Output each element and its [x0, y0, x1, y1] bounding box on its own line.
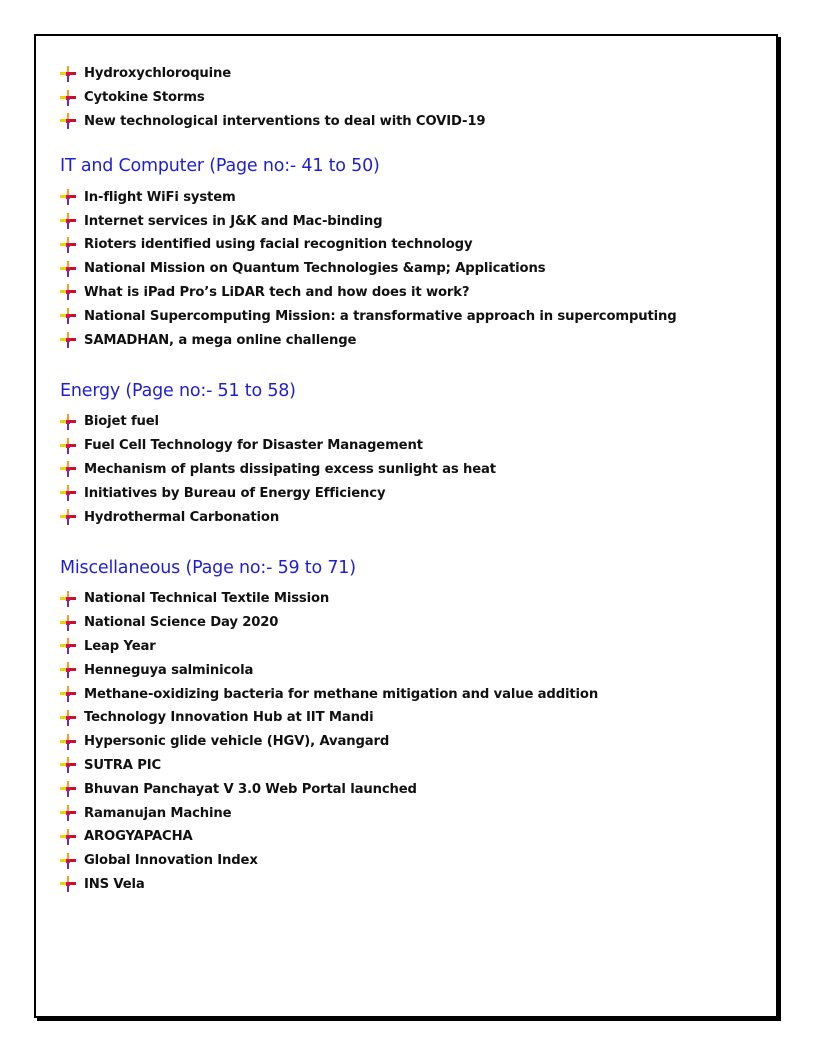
- list-item: [60, 635, 720, 659]
- list-item: [60, 682, 720, 706]
- list-item: [60, 825, 720, 849]
- section-list: [60, 587, 720, 896]
- list-item: [60, 587, 720, 611]
- list-item-text: Hydrothermal Carbonation: [84, 509, 280, 525]
- document-content: [60, 62, 720, 896]
- spacer: [60, 133, 720, 151]
- four-point-bullet-icon: [60, 876, 76, 892]
- section-it-computer: [60, 151, 720, 352]
- list-item: [60, 434, 720, 458]
- four-point-bullet-icon: [60, 461, 76, 477]
- section-energy: [60, 376, 720, 529]
- list-item-text: Methane-oxidizing bacteria for methane mitigation and value addition: [84, 686, 599, 702]
- four-point-bullet-icon: [60, 638, 76, 654]
- list-item-text: Henneguya salminicola: [84, 662, 254, 678]
- section-heading: Miscellaneous (Page no:- 59 to 71): [60, 557, 356, 578]
- list-item: [60, 505, 720, 529]
- list-item: [60, 777, 720, 801]
- list-item: [60, 233, 720, 257]
- section-list: [60, 185, 720, 352]
- spacer: [60, 352, 720, 376]
- list-item: [60, 658, 720, 682]
- list-item-text: New technological interventions to deal with COVID-19: [84, 113, 486, 129]
- list-item: [60, 458, 720, 482]
- four-point-bullet-icon: [60, 332, 76, 348]
- section-heading: IT and Computer (Page no:- 41 to 50): [60, 156, 380, 177]
- four-point-bullet-icon: [60, 686, 76, 702]
- list-item-text: Biojet fuel: [84, 414, 159, 430]
- list-item-text: Bhuvan Panchayat V 3.0 Web Portal launched: [84, 781, 417, 797]
- four-point-bullet-icon: [60, 805, 76, 821]
- list-item-text: SUTRA PIC: [84, 757, 162, 773]
- list-item-text: Rioters identified using facial recognition technology: [84, 237, 473, 253]
- list-item-text: SAMADHAN, a mega online challenge: [84, 332, 357, 348]
- list-item: [60, 706, 720, 730]
- list-item-text: National Science Day 2020: [84, 615, 279, 631]
- list-item-text: INS Vela: [84, 876, 145, 892]
- list-item: [60, 62, 720, 86]
- list-item: [60, 611, 720, 635]
- spacer: [60, 529, 720, 553]
- four-point-bullet-icon: [60, 308, 76, 324]
- list-item-text: Hydroxychloroquine: [84, 66, 232, 82]
- four-point-bullet-icon: [60, 261, 76, 277]
- four-point-bullet-icon: [60, 66, 76, 82]
- four-point-bullet-icon: [60, 213, 76, 229]
- list-item-text: Internet services in J&K and Mac-binding: [84, 213, 383, 229]
- four-point-bullet-icon: [60, 710, 76, 726]
- list-item: [60, 410, 720, 434]
- list-item: [60, 304, 720, 328]
- list-item-text: Global Innovation Index: [84, 853, 258, 869]
- list-item-text: National Technical Textile Mission: [84, 591, 330, 607]
- list-item: [60, 281, 720, 305]
- list-item-text: Technology Innovation Hub at IIT Mandi: [84, 710, 374, 726]
- list-item: [60, 209, 720, 233]
- four-point-bullet-icon: [60, 591, 76, 607]
- four-point-bullet-icon: [60, 189, 76, 205]
- four-point-bullet-icon: [60, 509, 76, 525]
- list-item: [60, 257, 720, 281]
- four-point-bullet-icon: [60, 438, 76, 454]
- four-point-bullet-icon: [60, 757, 76, 773]
- list-item-text: Leap Year: [84, 638, 156, 654]
- list-item: [60, 801, 720, 825]
- list-item: [60, 730, 720, 754]
- list-item-text: Ramanujan Machine: [84, 805, 232, 821]
- list-item-text: Cytokine Storms: [84, 90, 205, 106]
- list-item: [60, 754, 720, 778]
- four-point-bullet-icon: [60, 615, 76, 631]
- list-item: [60, 873, 720, 897]
- four-point-bullet-icon: [60, 113, 76, 129]
- list-item-text: Hypersonic glide vehicle (HGV), Avangard: [84, 734, 390, 750]
- list-item-text: Initiatives by Bureau of Energy Efficiency: [84, 485, 386, 501]
- list-item-text: AROGYAPACHA: [84, 829, 193, 845]
- list-item: [60, 849, 720, 873]
- section-miscellaneous: [60, 553, 720, 896]
- four-point-bullet-icon: [60, 662, 76, 678]
- four-point-bullet-icon: [60, 90, 76, 106]
- list-item-text: What is iPad Pro’s LiDAR tech and how does it work?: [84, 284, 470, 300]
- list-item-text: National Mission on Quantum Technologies &amp; Applications: [84, 261, 546, 277]
- list-item-text: Mechanism of plants dissipating excess sunlight as heat: [84, 461, 496, 477]
- four-point-bullet-icon: [60, 781, 76, 797]
- four-point-bullet-icon: [60, 485, 76, 501]
- list-item: [60, 86, 720, 110]
- four-point-bullet-icon: [60, 414, 76, 430]
- four-point-bullet-icon: [60, 734, 76, 750]
- four-point-bullet-icon: [60, 284, 76, 300]
- intro-list: [60, 62, 720, 133]
- four-point-bullet-icon: [60, 853, 76, 869]
- list-item: [60, 481, 720, 505]
- list-item-text: Fuel Cell Technology for Disaster Management: [84, 438, 423, 454]
- list-item-text: National Supercomputing Mission: a transformative approach in supercomputing: [84, 308, 677, 324]
- four-point-bullet-icon: [60, 237, 76, 253]
- section-list: [60, 410, 720, 529]
- four-point-bullet-icon: [60, 829, 76, 845]
- list-item: [60, 110, 720, 134]
- section-heading: Energy (Page no:- 51 to 58): [60, 380, 296, 401]
- list-item: [60, 185, 720, 209]
- list-item-text: In-flight WiFi system: [84, 189, 236, 205]
- list-item: [60, 328, 720, 352]
